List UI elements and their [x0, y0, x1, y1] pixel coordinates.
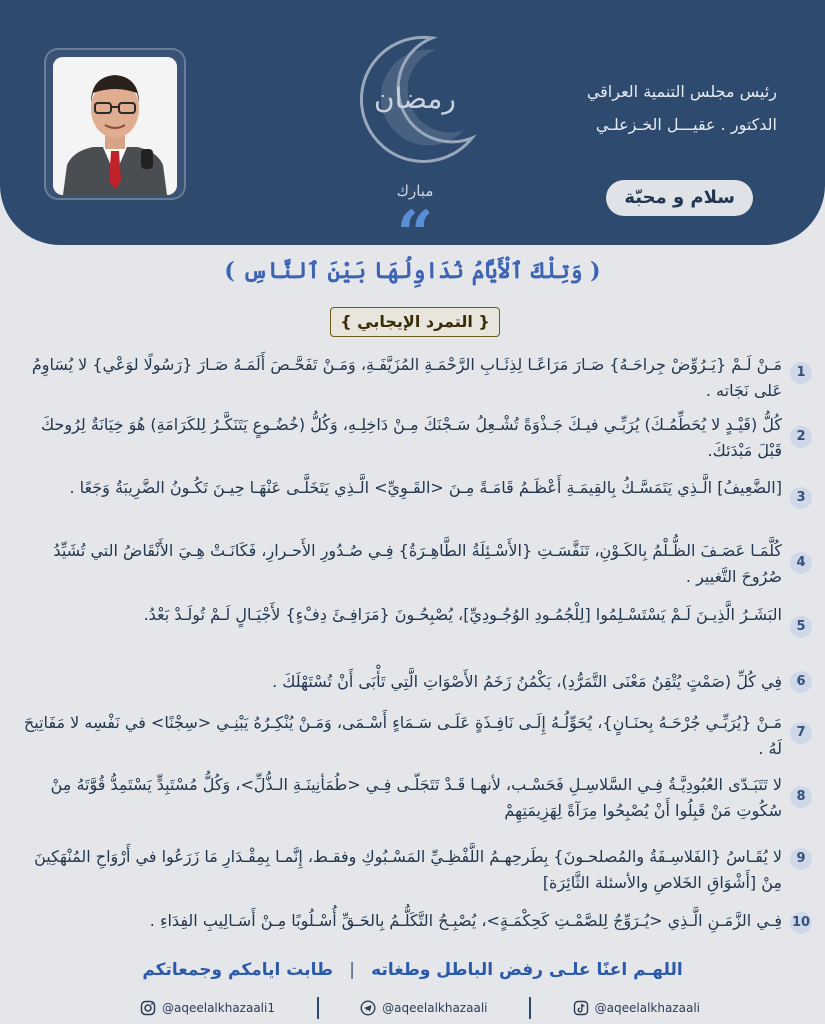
item-text: لا تَتَبَـدّى العُبُودِيَّـةُ فِـي السَّلاسِـلِ فَحَسْـب، لأنهـا قَـدْ تَتَجَلّـى فِـي <طُمَأنِينَـةِ الـذُّلِّ>، وَكُلُّ مُسْتَبِدٍّ يَسْتَمِدُّ قُوَّتَهُ مِنْ سُكُوتِ مَنْ قَبِلُوا أَنْ يُصْبِحُوا مِرَآةً لِهَزِيمَتِهِمْ: [50, 775, 782, 820]
item-number: 4: [790, 552, 812, 574]
item-text: لا يُقَـاسُ {الفَلاسِـفَةُ والمُصلحـونَ} بِطَرحِهـمُ اللَّفْظِـيِّ المَسْـبُوكِ وفقـط، إِنَّمـا بِمِقْـدَارِ مَا زَرَعُوا في أَرْوَاحِ المُنْهَكِينَ مِنْ [أَشْوَاقِ الخَلاصِ والأسئلة الثَّائِرَة]: [34, 847, 782, 892]
quran-verse: ( وَتِلْكَ ٱلْأَيَّامُ نُدَاوِلُهَا بَيْنَ ٱلنَّاسِ ): [224, 258, 601, 284]
item-text: فِـي الزَّمَـنِ الَّـذِي <يُـرَوِّجُ لِلصَّمْـتِ كَحِكْمَـةٍ>، يُصْبِـحُ التَّكَلُّـمُ بِالحَـقِّ أُسْـلُوبًا مِـنْ أَسَـالِيبِ الفِدَاءِ .: [149, 911, 782, 930]
telegram-icon: [360, 1000, 376, 1016]
greeting-badge: سلام و محبّة: [606, 180, 753, 216]
section-subtitle: { التمرد الإيجابي }: [330, 307, 500, 337]
item-text: كُلُّ (قَيْـدٍ لا يُحَطِّمُـكَ) يُرَبِّـي فيـكَ جَـذْوَةً تُشْـعِلُ سَـجْنَكَ مِـنْ دَاخِلِـهِ، وَكُلُّ (خُضُـوعٍ يَتَنَكَّـرُ لِلكَرَامَةِ) هُوَ خِيَانَةٌ لِرُوحكَ قَبْلَ مَبْدَئكَ.: [40, 415, 782, 460]
closing-line: [0, 960, 825, 980]
item-number: 9: [790, 848, 812, 870]
item-text: مَـنْ لَـمْ {يَـرُوِّضْ جِراحَـهُ} صَـارَ مَرَاعًـا لِذِئَـابِ الرَّحْمَـةِ المُزَيَّفَـةِ، وَمَـنْ تَفَحَّـصَ أَلَمَـهُ صَـارَ {رَسُولًا لوَعْي} لا يُسَاوِمُ عَلى نَجَاته .: [31, 355, 782, 400]
author-photo: [53, 57, 177, 195]
item-text: كُلَّمَـا عَصَـفَ الظُّـلْمُ بِالكَـوْنِ، تَنَفَّسَـتِ {الأَسْـئِلَةُ الطَّاهِـرَةُ} فِـي صُـدُورِ الأَحـرارِ، فَكَانَـتْ هِـيَ الأَنْقَاضُ التي تُشَيِّدُ صُرُوحَ التَّغيير .: [53, 541, 782, 586]
author-title: رئيس مجلس التنمية العراقي: [586, 82, 777, 101]
mubarak-label: مبارك: [396, 182, 434, 200]
item-text: مَـنْ {يُرَبِّـي جُرْحَـهُ بِحنَـانٍ}، يُحَوِّلُـهُ إِلَـى نَافِـذَةٍ عَلَـى سَـمَاءٍ أَسْـمَى، وَمَـنْ يُنْكِـرُهُ يَبْنِـي <سِجْنًا> في نَفْسِه لا مَفَاتِيحَ لَهُ .: [23, 713, 782, 758]
telegram-handle[interactable]: [360, 1000, 487, 1016]
item-text: [الضَّعِيفُ] الَّـذِي يَتَمَسَّـكُ بِالقِيمَـةِ أَعْظَـمُ قَامَـةً مِـنَ <القَـوِيِّ> الَّـذِي يَتَخَلَّـى عَنْهَـا حِيـنَ تَكُـونُ الضَّرِيبَةُ وَجَعًا .: [69, 478, 782, 497]
social-footer: [140, 996, 700, 1020]
tiktok-handle[interactable]: [573, 1000, 700, 1016]
closing-greeting: طابت ايامكم وجمعاتكم: [142, 960, 334, 980]
author-info: [517, 82, 777, 134]
item-number: 7: [790, 722, 812, 744]
item-text: البَشَـرُ الَّذِيـنَ لَـمْ يَسْتَسْـلِمُوا [لِلْجُمُـودِ الوُجُـودِيِّ]، يُصْبِحُـونَ {مَرَافِـئَ دِفْءٍ} لأَجْيَـالٍ لَـمْ تُولَـدْ بَعْدُ.: [143, 605, 782, 624]
instagram-icon: [140, 1000, 156, 1016]
author-name: الدكتور . عقيـــل الخـزعلـي: [595, 115, 777, 134]
instagram-username: @aqeelalkhazaali1: [162, 1001, 275, 1015]
item-number: 5: [790, 616, 812, 638]
logo-text: رمضان: [374, 82, 456, 115]
item-number: 8: [790, 786, 812, 808]
item-number: 1: [790, 362, 812, 384]
item-number: 6: [790, 671, 812, 693]
closing-prayer: اللهـم اعنًا علـى رفض الباطل وطغاته: [371, 960, 683, 980]
item-number: 10: [790, 912, 812, 934]
instagram-handle[interactable]: [140, 1000, 275, 1016]
footer-divider: [529, 997, 531, 1019]
item-number: 3: [790, 487, 812, 509]
quote-icon: “: [396, 197, 434, 272]
ramadan-moon-logo: [340, 20, 490, 180]
closing-separator: |: [349, 960, 356, 980]
tiktok-username: @aqeelalkhazaali: [594, 1001, 700, 1015]
item-text: فِي كُلِّ (صَمْتٍ يُتْقِنُ مَعْنَى التَّمَرُّدِ)، يَكْمُنُ زَخَمُ الأَصْوَاتِ الَّتِي تَأْبَى أَنْ تُسْتَهْلَكَ .: [272, 672, 782, 691]
tiktok-icon: [573, 1000, 589, 1016]
item-number: 2: [790, 426, 812, 448]
footer-divider: [317, 997, 319, 1019]
telegram-username: @aqeelalkhazaali: [382, 1001, 488, 1015]
